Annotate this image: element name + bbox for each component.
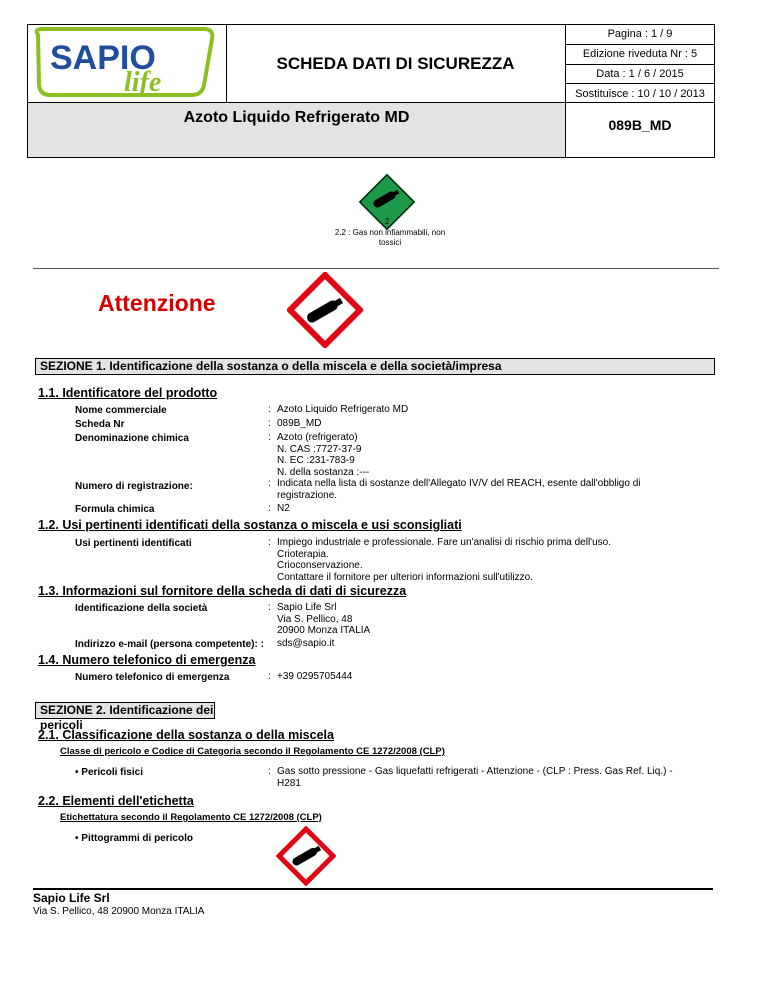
use-line: Crioconservazione. <box>277 560 363 571</box>
label-email: Indirizzo e-mail (persona competente): : <box>75 639 264 650</box>
divider <box>33 268 719 269</box>
email-link[interactable]: sds@sapio.it <box>277 638 335 649</box>
colon: : <box>268 404 271 415</box>
use-line: Impiego industriale e professionale. Fare un'analisi di rischio prima dell'uso. <box>277 537 611 548</box>
ghs04-gas-cylinder-icon <box>287 272 363 348</box>
adr-caption: 2.2 : Gas non infiammabili, non tossici <box>334 228 446 247</box>
replaces-date: Sostituisce : 10 / 10 / 2013 <box>575 88 705 101</box>
value-company <box>277 602 370 637</box>
ec-number: N. EC :231-783-9 <box>277 455 355 466</box>
signal-word: Attenzione <box>98 290 216 316</box>
cas-number: N. CAS :7727-37-9 <box>277 443 362 455</box>
use-line: Crioterapia. <box>277 548 329 560</box>
value-uses <box>277 537 611 583</box>
registration-line-2: registrazione. <box>277 489 338 501</box>
label-pictograms: • Pittogrammi di pericolo <box>75 833 193 844</box>
value-formula: N2 <box>277 503 290 514</box>
colon: : <box>268 432 271 443</box>
label-company: Identificazione della società <box>75 603 208 614</box>
header-meta <box>565 24 715 103</box>
logo-cell <box>27 24 227 103</box>
doc-title: SCHEDA DATI DI SICUREZZA <box>226 24 566 103</box>
heading-2-2: 2.2. Elementi dell'etichetta <box>38 794 194 808</box>
colon: : <box>268 503 271 514</box>
value-registration <box>277 478 697 501</box>
section-1-title: SEZIONE 1. Identificazione della sostanza o della miscela e della società/impresa <box>35 358 715 375</box>
colon: : <box>268 602 271 613</box>
document-header <box>27 24 715 158</box>
label-registration: Numero di registrazione: <box>75 481 193 492</box>
footer-rule <box>33 888 713 890</box>
chem-line: Azoto (refrigerato) <box>277 432 358 443</box>
colon: : <box>268 537 271 548</box>
footer-address: Via S. Pellico, 48 20900 Monza ITALIA <box>33 906 205 917</box>
label-sds-number: Scheda Nr <box>75 419 125 430</box>
subheading-2-2: Etichettatura secondo il Regolamento CE 1272/2008 (CLP) <box>60 812 322 823</box>
label-chemical-name: Denominazione chimica <box>75 433 189 444</box>
colon: : <box>268 766 271 777</box>
heading-2-1: 2.1. Classificazione della sostanza o della miscela <box>38 728 334 742</box>
revision-date: Data : 1 / 6 / 2015 <box>566 65 714 85</box>
hazard-line-1: Gas sotto pressione - Gas liquefatti refrigerati - Attenzione - (CLP : Press. Gas Ref. Liq.) - <box>277 766 673 777</box>
label-emergency: Numero telefonico di emergenza <box>75 672 230 683</box>
heading-1-4: 1.4. Numero telefonico di emergenza <box>38 653 256 667</box>
colon: : <box>268 671 271 682</box>
section-2-title: SEZIONE 2. Identificazione dei pericoli <box>35 702 215 719</box>
footer-company: Sapio Life Srl <box>33 891 110 905</box>
value-emergency: +39 0295705444 <box>277 671 353 682</box>
ghs04-pictogram-icon <box>276 826 336 886</box>
colon: : <box>268 478 271 489</box>
page-number: Pagina : 1 / 9 <box>566 25 714 45</box>
svg-text:2: 2 <box>384 217 390 226</box>
adr-class-2-icon <box>355 170 419 234</box>
subheading-2-1: Classe di pericolo e Codice di Categoria secondo il Regolamento CE 1272/2008 (CLP) <box>60 746 445 757</box>
label-trade-name: Nome commerciale <box>75 405 167 416</box>
company-name: Sapio Life Srl <box>277 602 337 613</box>
edition: Edizione riveduta Nr : 5 <box>566 45 714 65</box>
registration-line-1: Indicata nella lista di sostanze dell'Allegato IV/V del REACH, esente dall'obbligo di <box>277 478 641 489</box>
product-name: Azoto Liquido Refrigerato MD <box>27 102 566 158</box>
svg-text:SAPIO: SAPIO <box>50 39 156 77</box>
value-sds-number: 089B_MD <box>277 418 322 429</box>
value-physical-hazards <box>277 766 707 789</box>
value-chemical-name <box>277 432 369 478</box>
substance-number: N. della sostanza :--- <box>277 466 370 478</box>
heading-1-2: 1.2. Usi pertinenti identificati della sostanza o miscela e usi sconsigliati <box>38 518 462 532</box>
product-code: 089B_MD <box>565 102 715 158</box>
hazard-line-2: H281 <box>277 777 301 789</box>
heading-1-1: 1.1. Identificatore del prodotto <box>38 386 218 400</box>
sapio-life-logo <box>28 25 226 102</box>
company-street: Via S. Pellico, 48 <box>277 613 353 625</box>
use-line: Contattare il fornitore per ulteriori informazioni sull'utilizzo. <box>277 571 533 583</box>
label-physical-hazards: • Pericoli fisici <box>75 767 143 778</box>
colon: : <box>268 418 271 429</box>
value-trade-name: Azoto Liquido Refrigerato MD <box>277 404 409 415</box>
label-formula: Formula chimica <box>75 504 155 515</box>
svg-text:life: life <box>124 67 162 98</box>
company-city: 20900 Monza ITALIA <box>277 625 371 636</box>
heading-1-3: 1.3. Informazioni sul fornitore della scheda di dati di sicurezza <box>38 584 407 598</box>
label-uses: Usi pertinenti identificati <box>75 538 192 549</box>
